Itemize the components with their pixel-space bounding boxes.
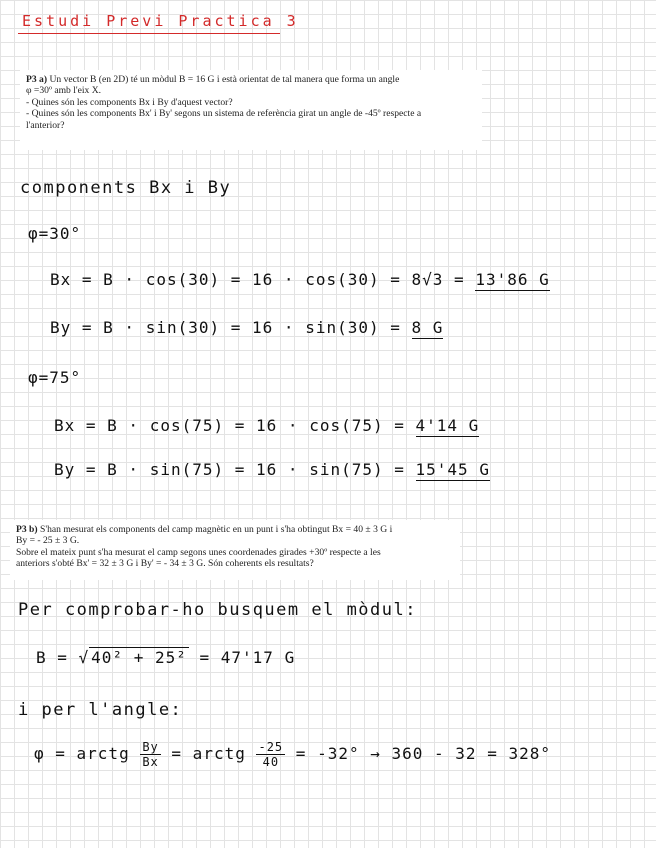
fraction-numerator: -25 — [258, 740, 284, 754]
bx-equation-30-text: Bx = B · cos(30) = 16 · cos(30) = 8√3 = — [50, 270, 476, 289]
fraction-by-bx — [140, 740, 160, 769]
check-modulus-line: Per comprobar-ho busquem el mòdul: — [18, 600, 417, 620]
bx-result-75: 4'14 G — [415, 416, 480, 435]
bx-result-30: 13'86 G — [475, 270, 550, 289]
by-equation-30-text: By = B · sin(30) = 16 · sin(30) = — [50, 318, 412, 337]
problem-b-text3: Sobre el mateix punt s'ha mesurat el camp segons unes coordenades girades +30º respecte a les — [16, 546, 381, 558]
problem-b-box — [10, 520, 460, 580]
problem-a-q1: - Quines són les components Bx i By d'aquest vector? — [26, 96, 233, 108]
problem-a-q2: - Quines són les components Bx' i By' segons un sistema de referència girat un angle de -45º respecte a — [26, 108, 422, 120]
angle-prefix: φ = arctg — [34, 744, 141, 763]
problem-a-text1: Un vector B (en 2D) té un mòdul B = 16 G i està orientat de tal manera que forma un angle — [49, 74, 400, 85]
by-result-30: 8 G — [411, 318, 444, 337]
problem-a-box — [20, 70, 482, 150]
problem-a-label: P3 a) — [26, 74, 48, 85]
bx-equation-30 — [50, 270, 550, 289]
fraction-denominator: 40 — [262, 755, 280, 769]
modulus-radicand: 40² + 25² — [91, 648, 187, 667]
page-title: Estudi Previ Practica 3 — [22, 12, 299, 30]
problem-b-text2: By = - 25 ± 3 G. — [16, 535, 80, 547]
title-underline — [18, 33, 280, 34]
angle-equation — [34, 740, 551, 769]
angle-result: = -32° → 360 - 32 = 328° — [285, 744, 551, 763]
modulus-prefix: B = — [36, 648, 79, 667]
phi-30: φ=30° — [28, 224, 82, 243]
fraction-values — [256, 740, 285, 769]
by-equation-30 — [50, 318, 443, 337]
components-heading: components Bx i By — [20, 178, 232, 198]
problem-a-text2: φ =30º amb l'eix X. — [26, 85, 102, 97]
phi-75: φ=75° — [28, 368, 82, 387]
fraction-bx: Bx — [142, 755, 159, 769]
bx-equation-75-text: Bx = B · cos(75) = 16 · cos(75) = — [54, 416, 416, 435]
modulus-result: = 47'17 G — [188, 648, 296, 667]
problem-b-label: P3 b) — [16, 524, 38, 535]
by-result-75: 15'45 G — [415, 460, 490, 479]
by-equation-75-text: By = B · sin(75) = 16 · sin(75) = — [54, 460, 416, 479]
angle-mid: = arctg — [160, 744, 257, 763]
problem-a-q2b: l'anterior? — [26, 119, 65, 131]
by-equation-75 — [54, 460, 490, 479]
fraction-by: By — [142, 740, 159, 754]
bx-equation-75 — [54, 416, 479, 435]
angle-line: i per l'angle: — [18, 700, 183, 720]
problem-b-text4: anteriors s'obté Bx' = 32 ± 3 G i By' = - 34 ± 3 G. Són coherents els resultats? — [16, 558, 314, 570]
problem-b-text1: S'han mesurat els components del camp magnètic en un punt i s'ha obtingut Bx = 40 ± 3 G i — [40, 524, 393, 535]
modulus-equation: B = √ 40² + 25² = 47'17 G — [36, 648, 296, 667]
